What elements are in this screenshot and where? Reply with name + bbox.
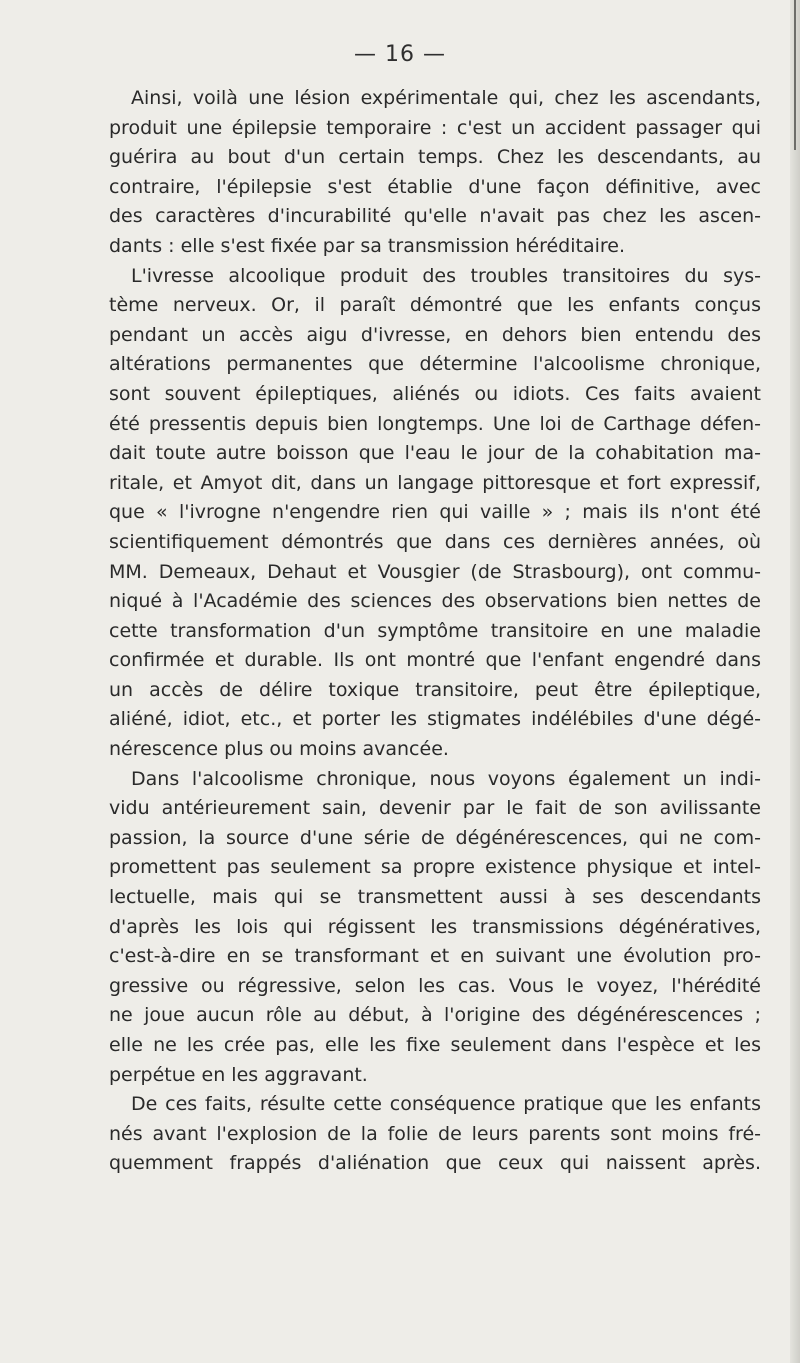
text-line: quemment frappés d'aliénation que ceux qui naissent après.: [109, 1152, 761, 1175]
text-line: sont souvent épileptiques, aliénés ou idiots. Ces faits avaient: [109, 382, 761, 405]
text-line: Dans l'alcoolisme chronique, nous voyons également un indi-: [131, 767, 761, 790]
text-line: MM. Demeaux, Dehaut et Vousgier (de Strasbourg), ont commu-: [109, 560, 761, 583]
text-line: gressive ou régressive, selon les cas. Vous le voyez, l'hérédité: [109, 974, 761, 997]
text-line: De ces faits, résulte cette conséquence pratique que les enfants: [131, 1093, 761, 1116]
page-number: — 16 —: [354, 42, 446, 67]
text-line: un accès de délire toxique transitoire, peut être épileptique,: [109, 678, 761, 701]
text-line: nérescence plus ou moins avancée.: [109, 738, 449, 761]
page-edge: [790, 0, 800, 1363]
text-line: niqué à l'Académie des sciences des observations bien nettes de: [109, 590, 761, 613]
text-line: dait toute autre boisson que l'eau le jour de la cohabitation ma-: [109, 442, 761, 465]
text-line: dants : elle s'est fixée par sa transmission héréditaire.: [109, 234, 625, 257]
text-line: pendant un accès aigu d'ivresse, en dehors bien entendu des: [109, 323, 761, 346]
text-line: ne joue aucun rôle au début, à l'origine des dégénérescences ;: [109, 1004, 761, 1027]
body-text: [109, 84, 761, 1179]
text-line: nés avant l'explosion de la folie de leurs parents sont moins fré-: [109, 1122, 761, 1145]
text-line: lectuelle, mais qui se transmettent aussi à ses descendants: [109, 886, 761, 909]
text-line: L'ivresse alcoolique produit des troubles transitoires du sys-: [131, 264, 761, 287]
text-line: d'après les lois qui régissent les transmissions dégénératives,: [109, 915, 761, 938]
text-line: vidu antérieurement sain, devenir par le fait de son avilissante: [109, 797, 761, 820]
text-line: guérira au bout d'un certain temps. Chez les descendants, au: [109, 146, 761, 169]
text-line: altérations permanentes que détermine l'alcoolisme chronique,: [109, 353, 761, 376]
text-line: elle ne les crée pas, elle les fixe seulement dans l'espèce et les: [109, 1034, 761, 1056]
text-line: contraire, l'épilepsie s'est établie d'une façon définitive, avec: [109, 175, 761, 198]
text-line: aliéné, idiot, etc., et porter les stigmates indélébiles d'une dégé-: [109, 708, 761, 731]
text-line: perpétue en les aggravant.: [109, 1063, 368, 1086]
text-line: ritale, et Amyot dit, dans un langage pittoresque et fort expressif,: [109, 471, 761, 494]
text-line: tème nerveux. Or, il paraît démontré que les enfants conçus: [109, 294, 761, 317]
text-line: promettent pas seulement sa propre existence physique et intel-: [109, 856, 761, 879]
text-line: c'est-à-dire en se transformant et en suivant une évolution pro-: [109, 945, 761, 968]
text-line: Ainsi, voilà une lésion expérimentale qui, chez les ascendants,: [131, 87, 761, 109]
text-line: des caractères d'incurabilité qu'elle n'avait pas chez les ascen-: [109, 205, 761, 228]
text-line: que « l'ivrogne n'engendre rien qui vaille » ; mais ils n'ont été: [109, 501, 761, 524]
text-line: scientifiquement démontrés que dans ces dernières années, où: [109, 530, 761, 553]
text-line: passion, la source d'une série de dégénérescences, qui ne com-: [109, 826, 761, 849]
text-line: confirmée et durable. Ils ont montré que l'enfant engendré dans: [109, 649, 761, 672]
text-line: cette transformation d'un symptôme transitoire en une maladie: [109, 619, 761, 642]
text-line: été pressentis depuis bien longtemps. Une loi de Carthage défen-: [109, 412, 761, 435]
page-edge-line: [794, 0, 796, 150]
text-line: produit une épilepsie temporaire : c'est un accident passager qui: [109, 116, 761, 139]
